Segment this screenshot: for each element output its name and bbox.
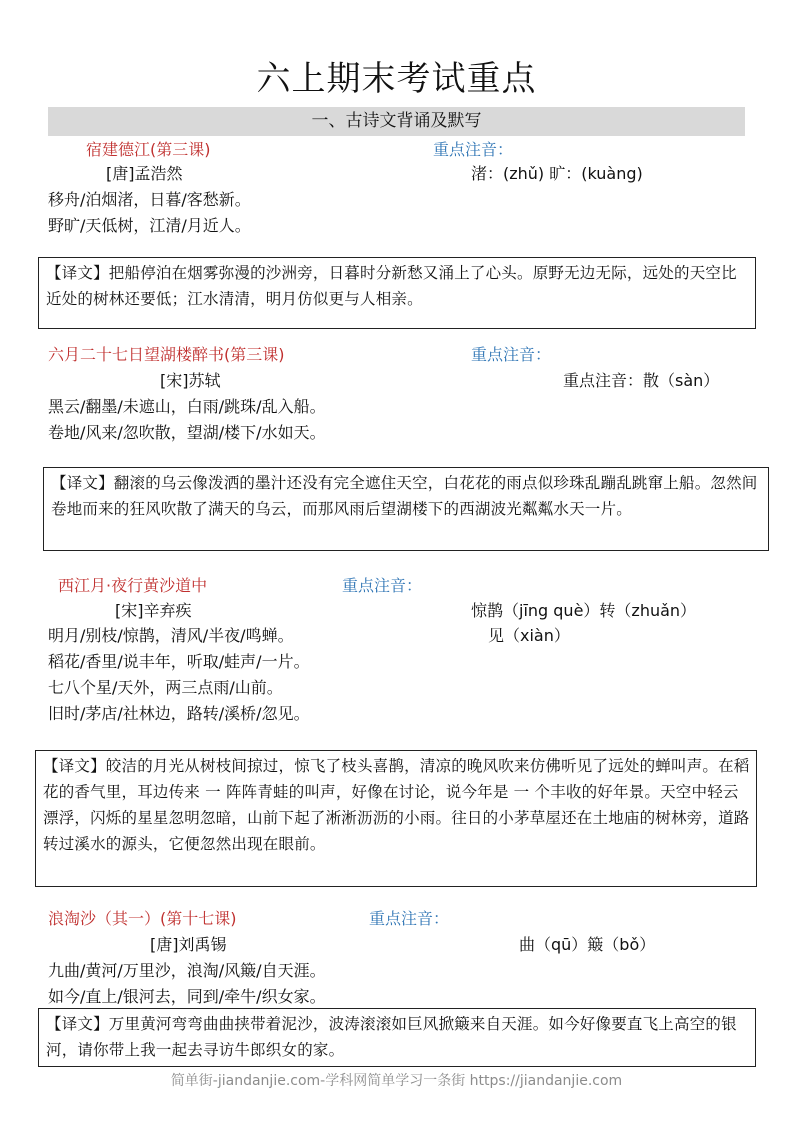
poem-line: 移舟/泊烟渚，日暮/客愁新。 <box>48 190 251 209</box>
footer: 简单街-jiandanjie.com-学科网简单学习一条街 https://jiandanjie.com <box>170 1073 623 1089</box>
poem-title: 宿建德江(第三课) <box>86 140 211 159</box>
poem-author: [唐]刘禹锡 <box>150 935 227 954</box>
phonetic-note: 重点注音：散（sàn） <box>563 371 720 390</box>
translation-box: 【译文】翻滚的乌云像泼洒的墨汁还没有完全遮住天空，白花花的雨点似珍珠乱蹦乱跳窜上船。忽然间卷地而来的狂风吹散了满天的乌云，而那风雨后望湖楼下的西湖波光粼粼水天一片。 <box>43 467 769 551</box>
poem-line: 卷地/风来/忽吹散，望湖/楼下/水如天。 <box>48 423 326 442</box>
poem-line: 明月/别枝/惊鹊，清风/半夜/鸣蝉。 <box>48 626 294 645</box>
translation-box: 【译文】皎洁的月光从树枝间掠过，惊飞了枝头喜鹊，清凉的晚风吹来仿佛听见了远处的蝉叫声。在稻花的香气里，耳边传来 一 阵阵青蛙的叫声，好像在讨论，说今年是 一 个丰收的好年景。天空中轻云漂浮，闪烁的星星忽明忽暗，山前下起了淅淅沥沥的小雨。往日的小茅草屋还在土地庙的树林旁，道路转过溪水的源头，它便忽然出现在眼前。 <box>35 750 757 887</box>
poem-author: [唐]孟浩然 <box>106 164 183 183</box>
poem-title: 西江月·夜行黄沙道中 <box>58 576 208 595</box>
phonetic-heading: 重点注音： <box>433 140 514 159</box>
poem-title: 浪淘沙（其一）(第十七课) <box>48 909 237 928</box>
phonetic-heading: 重点注音： <box>471 345 552 364</box>
poem-line: 稻花/香里/说丰年，听取/蛙声/一片。 <box>48 652 310 671</box>
section-title: 一、古诗文背诵及默写 <box>311 111 482 131</box>
phonetic-heading: 重点注音： <box>342 576 423 595</box>
poem-line: 黑云/翻墨/未遮山，白雨/跳珠/乱入船。 <box>48 397 326 416</box>
translation-box: 【译文】把船停泊在烟雾弥漫的沙洲旁，日暮时分新愁又涌上了心头。原野无边无际，远处的天空比近处的树林还要低；江水清清，明月仿似更与人相亲。 <box>38 257 756 329</box>
poem-line: 野旷/天低树，江清/月近人。 <box>48 216 251 235</box>
poem-line: 旧时/茅店/社林边，路转/溪桥/忽见。 <box>48 704 310 723</box>
poem-author: [宋]辛弃疾 <box>115 601 192 620</box>
phonetic-heading: 重点注音： <box>369 909 450 928</box>
phonetic-note: 惊鹊（jīng què）转（zhuǎn） <box>471 601 697 620</box>
phonetic-note: 见（xiàn） <box>488 626 570 645</box>
poem-line: 九曲/黄河/万里沙，浪淘/风簸/自天涯。 <box>48 961 326 980</box>
poem-author: [宋]苏轼 <box>160 371 221 390</box>
poem-title: 六月二十七日望湖楼醉书(第三课) <box>48 345 285 364</box>
phonetic-note: 渚：(zhǔ) 旷：(kuàng) <box>471 164 643 183</box>
poem-line: 七八个星/天外，两三点雨/山前。 <box>48 678 283 697</box>
translation-box: 【译文】万里黄河弯弯曲曲挟带着泥沙，波涛滚滚如巨风掀簸来自天涯。如今好像要直飞上高空的银河，请你带上我一起去寻访牛郎织女的家。 <box>38 1008 756 1067</box>
phonetic-note: 曲（qū）簸（bǒ） <box>519 935 656 954</box>
poem-line: 如今/直上/银河去，同到/牵牛/织女家。 <box>48 987 326 1006</box>
page-title: 六上期末考试重点 <box>256 59 537 99</box>
